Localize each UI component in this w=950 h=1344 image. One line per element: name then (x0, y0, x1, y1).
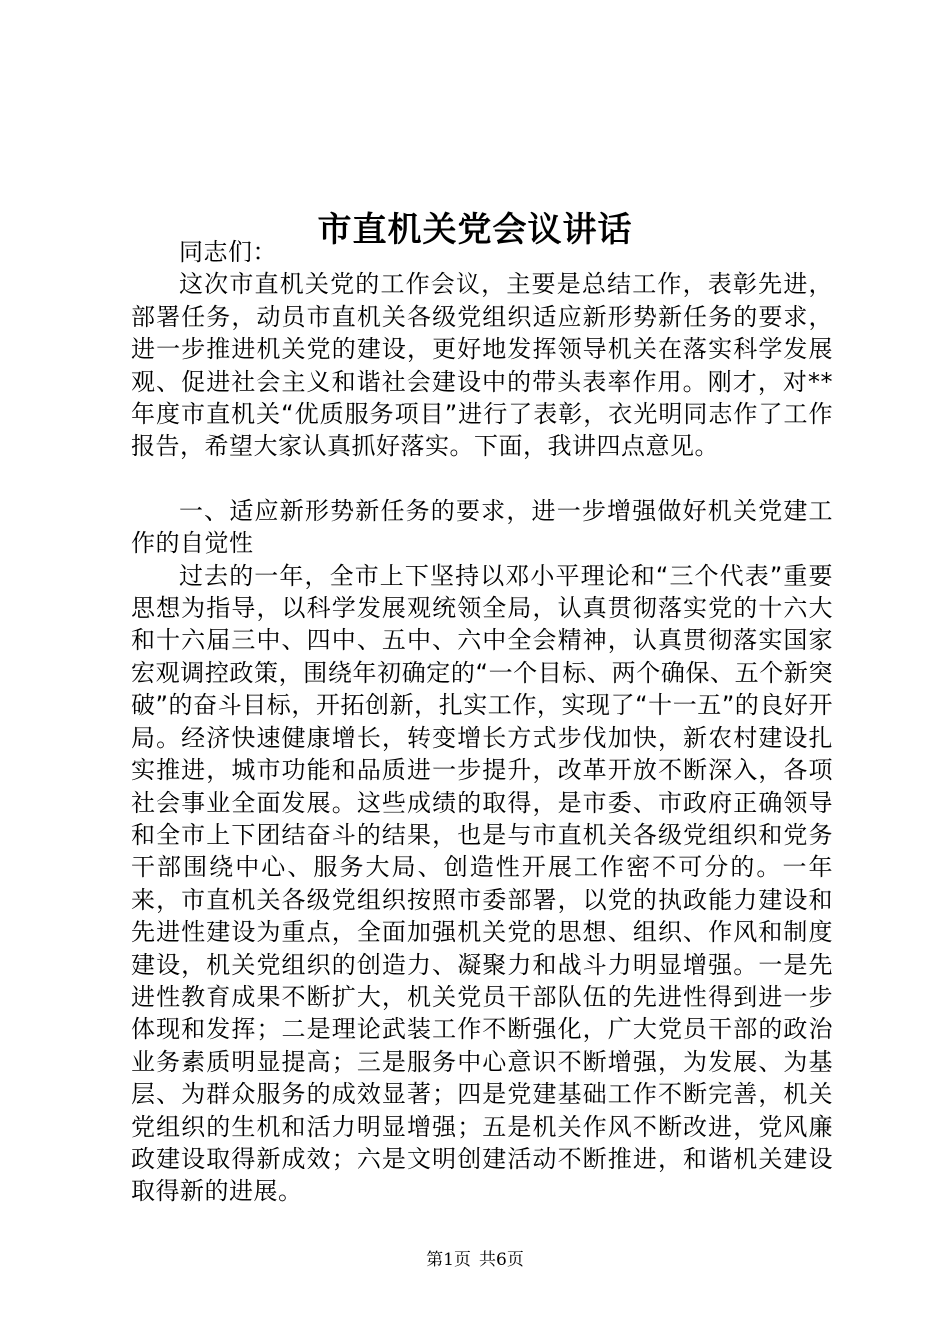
body-paragraph-intro: 这次市直机关党的工作会议，主要是总结工作，表彰先进，部署任务，动员市直机关各级党组织适应新形势新任务的要求，进一步推进机关党的建设，更好地发挥领导机关在落实科学发展观、促进社会主义和谐社会建设中的带头表率作用。刚才，对**年度市直机关“优质服务项目”进行了表彰，衣光明同志作了工作报告，希望大家认真抓好落实。下面，我讲四点意见。 (131, 270, 833, 461)
section-heading: 一、适应新形势新任务的要求，进一步增强做好机关党建工作的自觉性 (131, 496, 833, 558)
page-footer (0, 1248, 950, 1272)
page-number: 第1页 (426, 1250, 471, 1270)
document-title: 市直机关党会议讲话 (317, 209, 633, 250)
page-total: 共6页 (479, 1250, 524, 1270)
document-body (131, 236, 833, 1208)
body-paragraph-review: 过去的一年，全市上下坚持以邓小平理论和“三个代表”重要思想为指导，以科学发展观统领全局，认真贯彻落实党的十六大和十六届三中、四中、五中、六中全会精神，认真贯彻落实国家宏观调控政策，围绕年初确定的“一个目标、两个确保、五个新突破”的奋斗目标，开拓创新，扎实工作，实现了“十一五”的良好开局。经济快速健康增长，转变增长方式步伐加快，新农村建设扎实推进，城市功能和品质进一步提升，改革开放不断深入，各项社会事业全面发展。这些成绩的取得，是市委、市政府正确领导和全市上下团结奋斗的结果，也是与市直机关各级党组织和党务干部围绕中心、服务大局、创造性开展工作密不可分的。一年来，市直机关各级党组织按照市委部署，以党的执政能力建设和先进性建设为重点，全面加强机关党的思想、组织、作风和制度建设，机关党组织的创造力、凝聚力和战斗力明显增强。一是先进性教育成果不断扩大，机关党员干部队伍的先进性得到进一步体现和发挥；二是理论武装工作不断强化，广大党员干部的政治业务素质明显提高；三是服务中心意识不断增强，为发展、为基层、为群众服务的成效显著；四是党建基础工作不断完善，机关党组织的生机和活力明显增强；五是机关作风不断改进，党风廉政建设取得新成效；六是文明创建活动不断推进，和谐机关建设取得新的进展。 (131, 561, 833, 1206)
salutation: 同志们： (179, 238, 277, 266)
